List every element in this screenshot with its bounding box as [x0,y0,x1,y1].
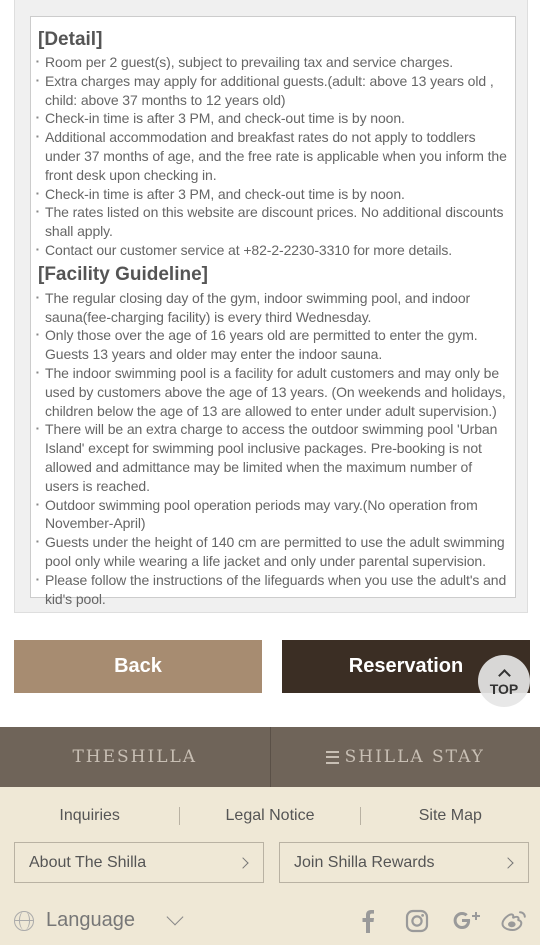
reservation-button[interactable]: Reservation [282,640,530,693]
google-plus-icon[interactable] [452,907,482,935]
shilla-stay-wordmark: SHILLA STAY [344,747,485,767]
detail-item: ▪ Room per 2 guest(s), subject to prevailing tax and service charges. [38,53,508,72]
the-shilla-wordmark: THESHILLA [72,747,198,767]
inquiries-link[interactable]: Inquiries [59,807,120,824]
detail-list [38,53,508,260]
detail-item: ▪ Contact our customer service at +82-2-2230-3310 for more details. [38,241,508,260]
facility-item: ▪ Guests under the height of 140 cm are permitted to use the adult swimming pool only while wearing a life jacket and only under parental supervision. [38,533,508,571]
info-box [30,16,516,607]
detail-item: ▪ Additional accommodation and breakfast rates do not apply to toddlers under 37 months of age, and the free rate is applicable when you inform the front desk upon checking in. [38,128,508,184]
language-label: Language [46,909,135,931]
globe-icon [14,911,34,931]
shilla-stay-mark-icon [326,751,339,764]
top-label: TOP [489,681,519,697]
the-shilla-logo[interactable] [0,727,270,787]
footer [0,787,540,945]
detail-item: ▪ Extra charges may apply for additional guests.(adult: above 13 years old , child: above 37 months to 12 years old) [38,72,508,110]
join-rewards-button[interactable] [279,842,529,883]
rewards-label: Join Shilla Rewards [294,853,435,871]
chevron-up-icon [498,669,511,682]
facebook-icon[interactable] [356,907,380,935]
chevron-right-icon [502,857,513,868]
chevron-down-icon [166,908,183,925]
footer-links [0,805,540,827]
facility-item: ▪ Outdoor swimming pool operation periods may vary.(No operation from November-April) [38,496,508,534]
facility-item: ▪ Please follow the instructions of the lifeguards when you use the adult's and kid's pool. [38,571,508,609]
detail-item: ▪ Check-in time is after 3 PM, and check-out time is by noon. [38,185,508,204]
about-the-shilla-button[interactable] [14,842,264,883]
language-selector[interactable] [14,909,181,932]
instagram-icon[interactable] [403,907,431,935]
detail-item: ▪ Check-in time is after 3 PM, and check-out time is by noon. [38,109,508,128]
about-label: About The Shilla [29,853,147,871]
detail-item: ▪ The rates listed on this website are discount prices. No additional discounts shall apply. [38,203,508,241]
legal-notice-link[interactable]: Legal Notice [225,807,315,824]
back-button[interactable]: Back [14,640,262,693]
brand-bar [0,727,540,787]
facility-item: ▪ There will be an extra charge to access the outdoor swimming pool 'Urban Island' except for swimming pool inclusive packages. Pre-booking is not allowed and admittance may be limited when the maximum number of users is reached. [38,420,508,495]
site-map-link[interactable]: Site Map [418,807,482,824]
facility-item: ▪ Only those over the age of 16 years old are permitted to enter the gym. Guests 13 years and older may enter the indoor sauna. [38,326,508,364]
facility-item: ▪ The regular closing day of the gym, indoor swimming pool, and indoor sauna(fee-charging facility) is every third Wednesday. [38,289,508,327]
content-panel [14,0,528,613]
facility-list [38,289,508,609]
scroll-to-top-button[interactable] [478,655,530,707]
detail-title: [Detail] [38,29,103,50]
facility-guideline-title: [Facility Guideline] [38,263,208,285]
weibo-icon[interactable] [500,907,530,935]
facility-item: ▪ The indoor swimming pool is a facility for adult customers and may only be used by customers above the age of 13 years. (On weekends and holidays, children below the age of 13 are allowed to enter under adult supervision.) [38,364,508,420]
chevron-right-icon [237,857,248,868]
shilla-stay-logo[interactable] [271,727,540,787]
